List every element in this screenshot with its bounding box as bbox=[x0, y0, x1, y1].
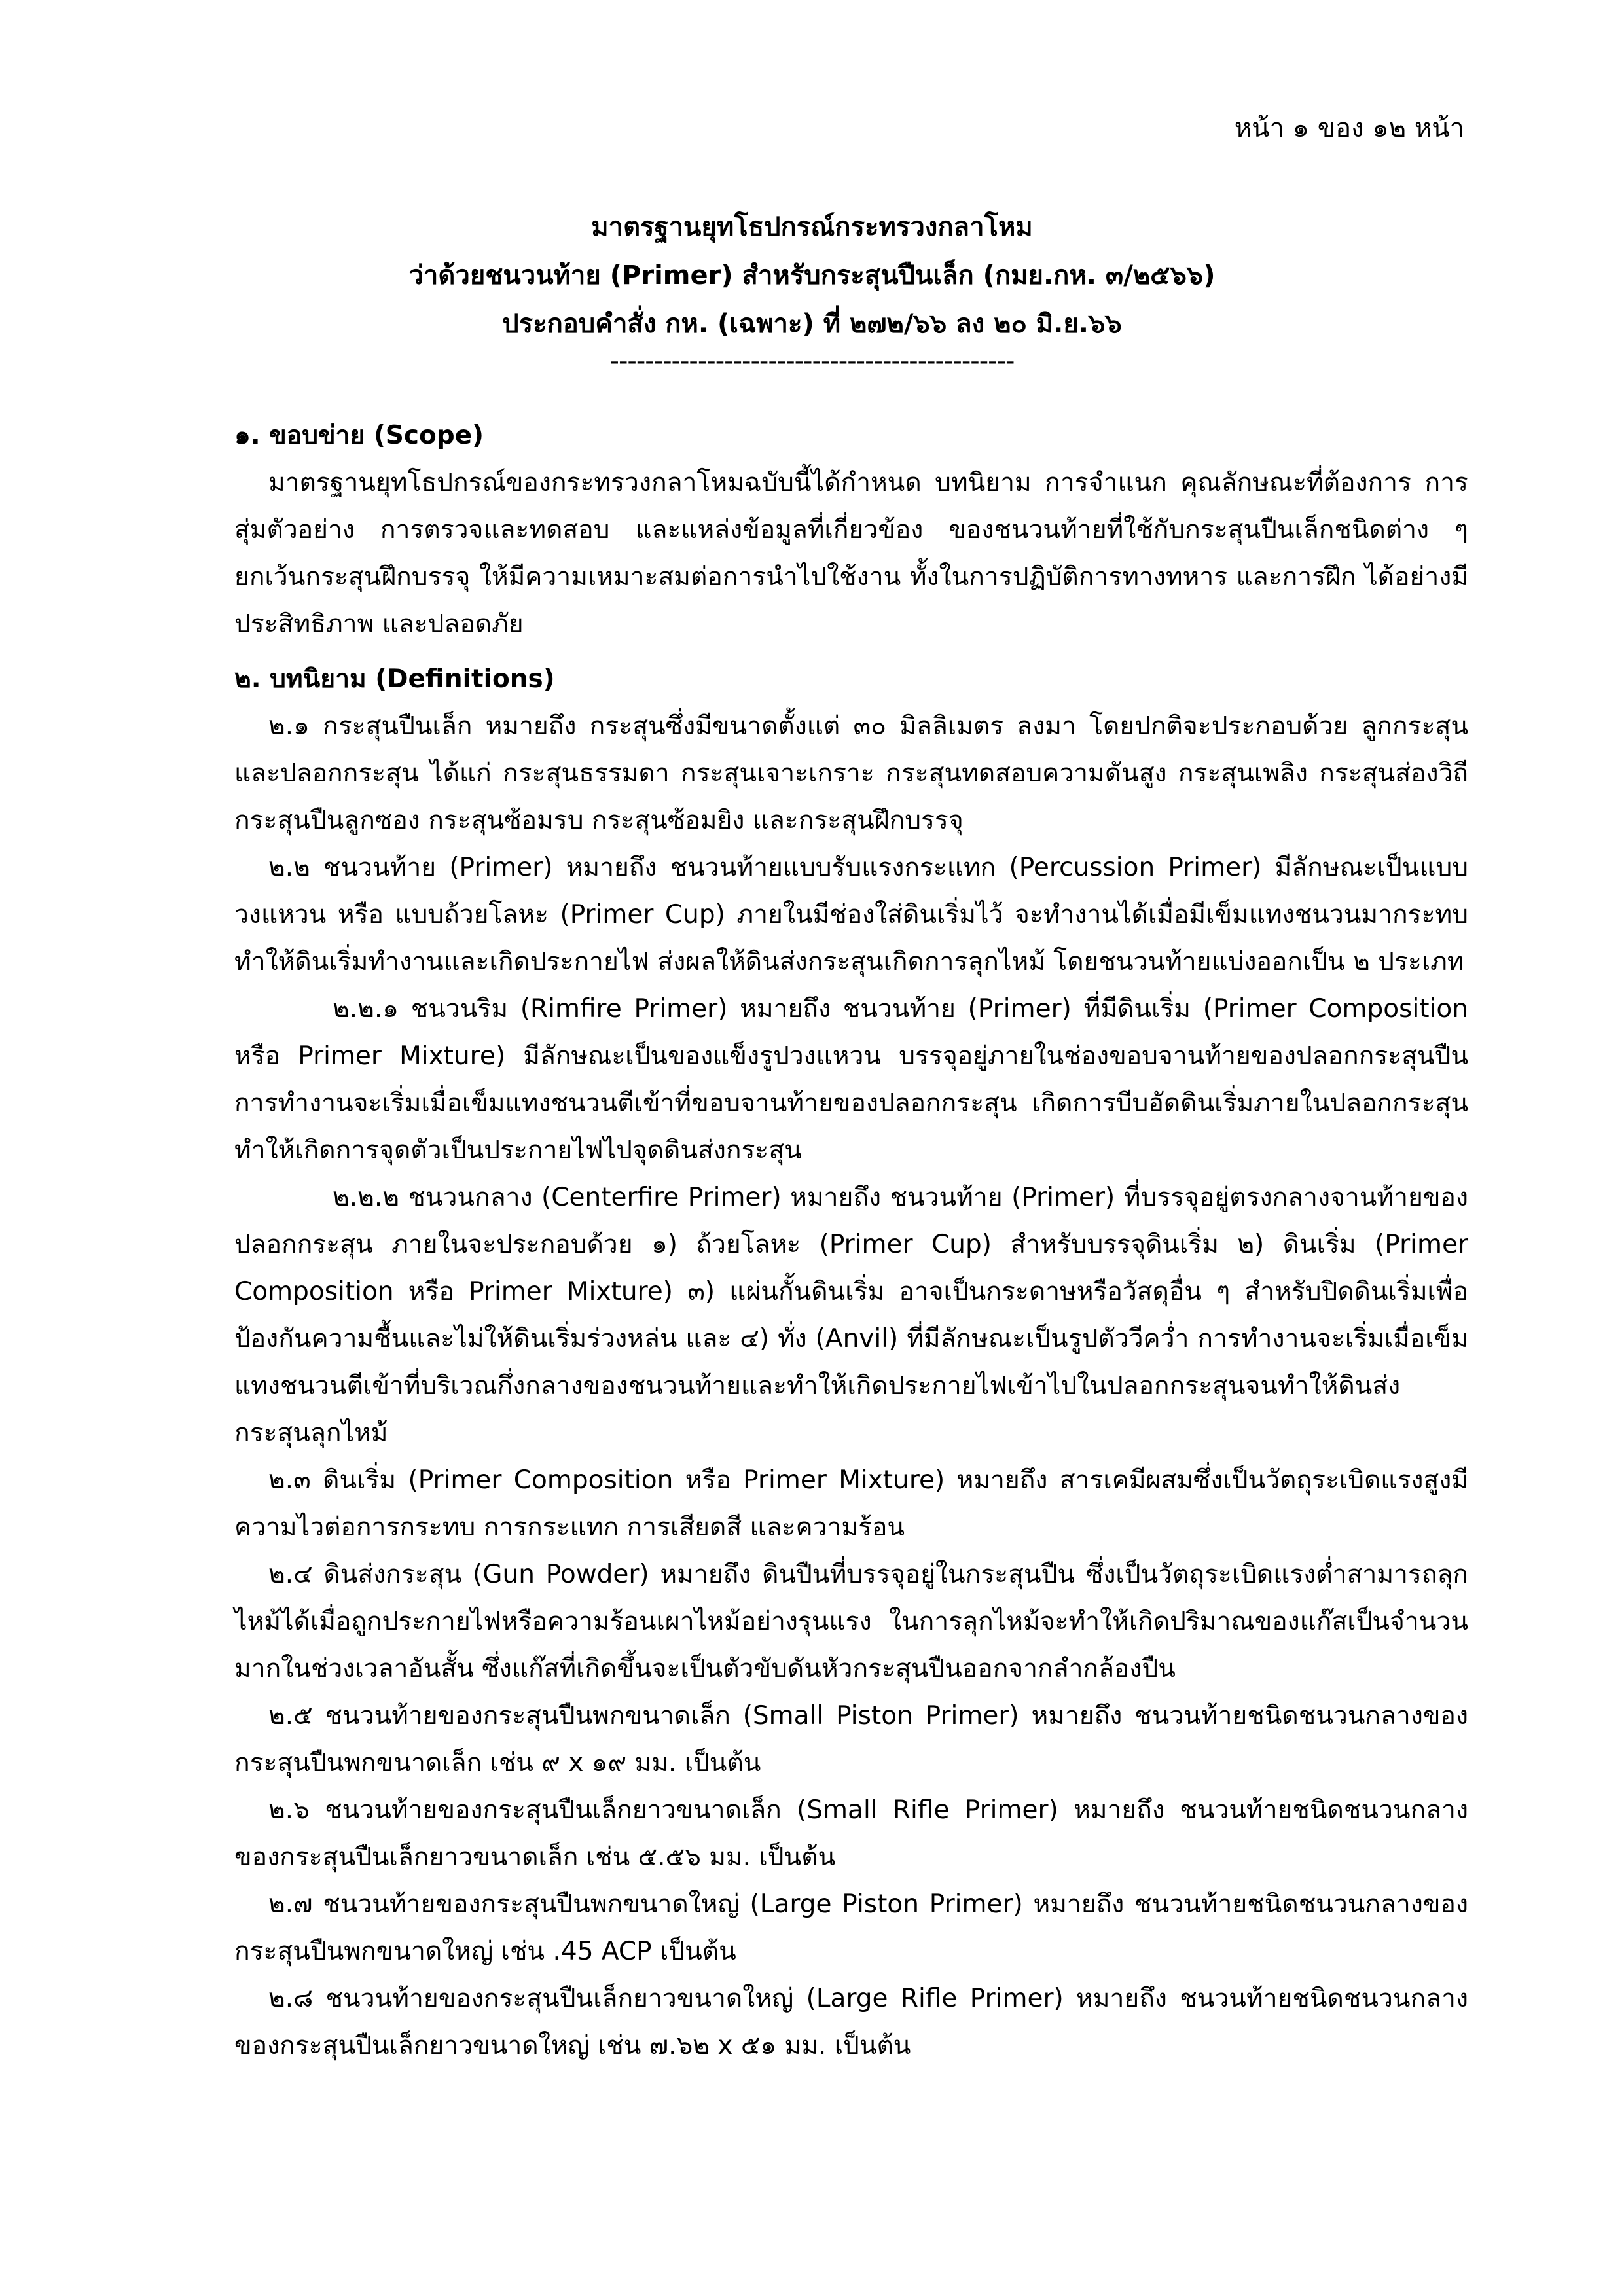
definition-2-2-1: ๒.๒.๑ ชนวนริม (Rimfire Primer) หมายถึง ชนวนท้าย (Primer) ที่มีดินเริ่ม (Primer Composition หรือ Primer Mixture) มีลักษณะเป็นของแข็งรูปวงแหวน บรรจุอยู่ภายในช่องขอบจานท้ายของปลอกกระสุนปืน การทำงานจะเริ่มเมื่อเข็มแทงชนวนตีเข้าที่ขอบจานท้ายของปลอกกระสุน เกิดการบีบอัดดินเริ่มภายในปลอกกระสุน ทำให้เกิดการจุดตัวเป็นประกายไฟไปจุดดินส่งกระสุน bbox=[234, 994, 1468, 1165]
document-body bbox=[234, 412, 1468, 2070]
paragraph-scope: มาตรฐานยุทโธปกรณ์ของกระทรวงกลาโหมฉบับนี้ได้กำหนด บทนิยาม การจำแนก คุณลักษณะที่ต้องการ การสุ่มตัวอย่าง การตรวจและทดสอบ และแหล่งข้อมูลที่เกี่ยวข้อง ของชนวนท้ายที่ใช้กับกระสุนปืนเล็กชนิดต่าง ๆ ยกเว้นกระสุนฝึกบรรจุ ให้มีความเหมาะสมต่อการนำไปใช้งาน ทั้งในการปฏิบัติการทางทหาร และการฝึก ได้อย่างมีประสิทธิภาพ และปลอดภัย bbox=[234, 468, 1468, 639]
section-heading-definitions: ๒. บทนิยาม (Definitions) bbox=[234, 664, 555, 694]
document-title-block bbox=[196, 203, 1428, 374]
definition-2-7: ๒.๗ ชนวนท้ายของกระสุนปืนพกขนาดใหญ่ (Large Piston Primer) หมายถึง ชนวนท้ายชนิดชนวนกลางของกระสุนปืนพกขนาดใหญ่ เช่น .45 ACP เป็นต้น bbox=[234, 1890, 1468, 1966]
title-line-2: ว่าด้วยชนวนท้าย (Primer) สำหรับกระสุนปืนเล็ก (กมย.กห. ๓/๒๕๖๖) bbox=[408, 260, 1216, 291]
title-line-1: มาตรฐานยุทโธปกรณ์กระทรวงกลาโหม bbox=[591, 212, 1033, 242]
definition-2-2: ๒.๒ ชนวนท้าย (Primer) หมายถึง ชนวนท้ายแบบรับแรงกระแทก (Percussion Primer) มีลักษณะเป็นแบบวงแหวน หรือ แบบถ้วยโลหะ (Primer Cup) ภายในมีช่องใส่ดินเริ่มไว้ จะทำงานได้เมื่อมีเข็มแทงชนวนมากระทบ ทำให้ดินเริ่มทำงานและเกิดประกายไฟ ส่งผลให้ดินส่งกระสุนเกิดการลุกไหม้ โดยชนวนท้ายแบ่งออกเป็น ๒ ประเภท bbox=[234, 853, 1468, 977]
definition-2-4: ๒.๔ ดินส่งกระสุน (Gun Powder) หมายถึง ดินปืนที่บรรจุอยู่ในกระสุนปืน ซึ่งเป็นวัตถุระเบิดแรงต่ำสามารถลุกไหม้ได้เมื่อถูกประกายไฟหรือความร้อนเผาไหม้อย่างรุนแรง ในการลุกไหม้จะทำให้เกิดปริมาณของแก๊สเป็นจำนวนมากในช่วงเวลาอันสั้น ซึ่งแก๊สที่เกิดขึ้นจะเป็นตัวขับดันหัวกระสุนปืนออกจากลำกล้องปืน bbox=[234, 1560, 1468, 1683]
definition-2-1: ๒.๑ กระสุนปืนเล็ก หมายถึง กระสุนซึ่งมีขนาดตั้งแต่ ๓๐ มิลลิเมตร ลงมา โดยปกติจะประกอบด้วย ลูกกระสุนและปลอกกระสุน ได้แก่ กระสุนธรรมดา กระสุนเจาะเกราะ กระสุนทดสอบความดันสูง กระสุนเพลิง กระสุนส่องวิถี กระสุนปืนลูกซอง กระสุนซ้อมรบ กระสุนซ้อมยิง และกระสุนฝึกบรรจุ bbox=[234, 711, 1468, 835]
definition-2-6: ๒.๖ ชนวนท้ายของกระสุนปืนเล็กยาวขนาดเล็ก (Small Rifle Primer) หมายถึง ชนวนท้ายชนิดชนวนกลางของกระสุนปืนเล็กยาวขนาดเล็ก เช่น ๕.๕๖ มม. เป็นต้น bbox=[234, 1795, 1468, 1872]
definition-2-5: ๒.๕ ชนวนท้ายของกระสุนปืนพกขนาดเล็ก (Small Piston Primer) หมายถึง ชนวนท้ายชนิดชนวนกลางของกระสุนปืนพกขนาดเล็ก เช่น ๙ x ๑๙ มม. เป็นต้น bbox=[234, 1701, 1468, 1778]
definition-2-2-2: ๒.๒.๒ ชนวนกลาง (Centerfire Primer) หมายถึง ชนวนท้าย (Primer) ที่บรรจุอยู่ตรงกลางจานท้ายของปลอกกระสุน ภายในจะประกอบด้วย ๑) ถ้วยโลหะ (Primer Cup) สำหรับบรรจุดินเริ่ม ๒) ดินเริ่ม (Primer Composition หรือ Primer Mixture) ๓) แผ่นกั้นดินเริ่ม อาจเป็นกระดาษหรือวัสดุอื่น ๆ สำหรับปิดดินเริ่มเพื่อป้องกันความชื้นและไม่ให้ดินเริ่มร่วงหล่น และ ๔) ทั่ง (Anvil) ที่มีลักษณะเป็นรูปตัววีคว่ำ การทำงานจะเริ่มเมื่อเข็มแทงชนวนตีเข้าที่บริเวณกึ่งกลางของชนวนท้ายและทำให้เกิดประกายไฟเข้าไปในปลอกกระสุนจนทำให้ดินส่งกระสุนลุกไหม้ bbox=[234, 1183, 1468, 1448]
page-number: หน้า ๑ ของ ๑๒ หน้า bbox=[1234, 113, 1464, 143]
section-heading-scope: ๑. ขอบข่าย (Scope) bbox=[234, 421, 484, 450]
definition-2-3: ๒.๓ ดินเริ่ม (Primer Composition หรือ Primer Mixture) หมายถึง สารเคมีผสมซึ่งเป็นวัตถุระเบิดแรงสูงมีความไวต่อการกระทบ การกระแทก การเสียดสี และความร้อน bbox=[234, 1465, 1468, 1542]
title-line-3: ประกอบคำสั่ง กห. (เฉพาะ) ที่ ๒๗๒/๖๖ ลง ๒๐ มิ.ย.๖๖ bbox=[502, 309, 1122, 339]
definition-2-8: ๒.๘ ชนวนท้ายของกระสุนปืนเล็กยาวขนาดใหญ่ (Large Rifle Primer) หมายถึง ชนวนท้ายชนิดชนวนกลางของกระสุนปืนเล็กยาวขนาดใหญ่ เช่น ๗.๖๒ x ๕๑ มม. เป็นต้น bbox=[234, 1984, 1468, 2060]
title-separator: ---------------------------------------------- bbox=[609, 346, 1015, 376]
